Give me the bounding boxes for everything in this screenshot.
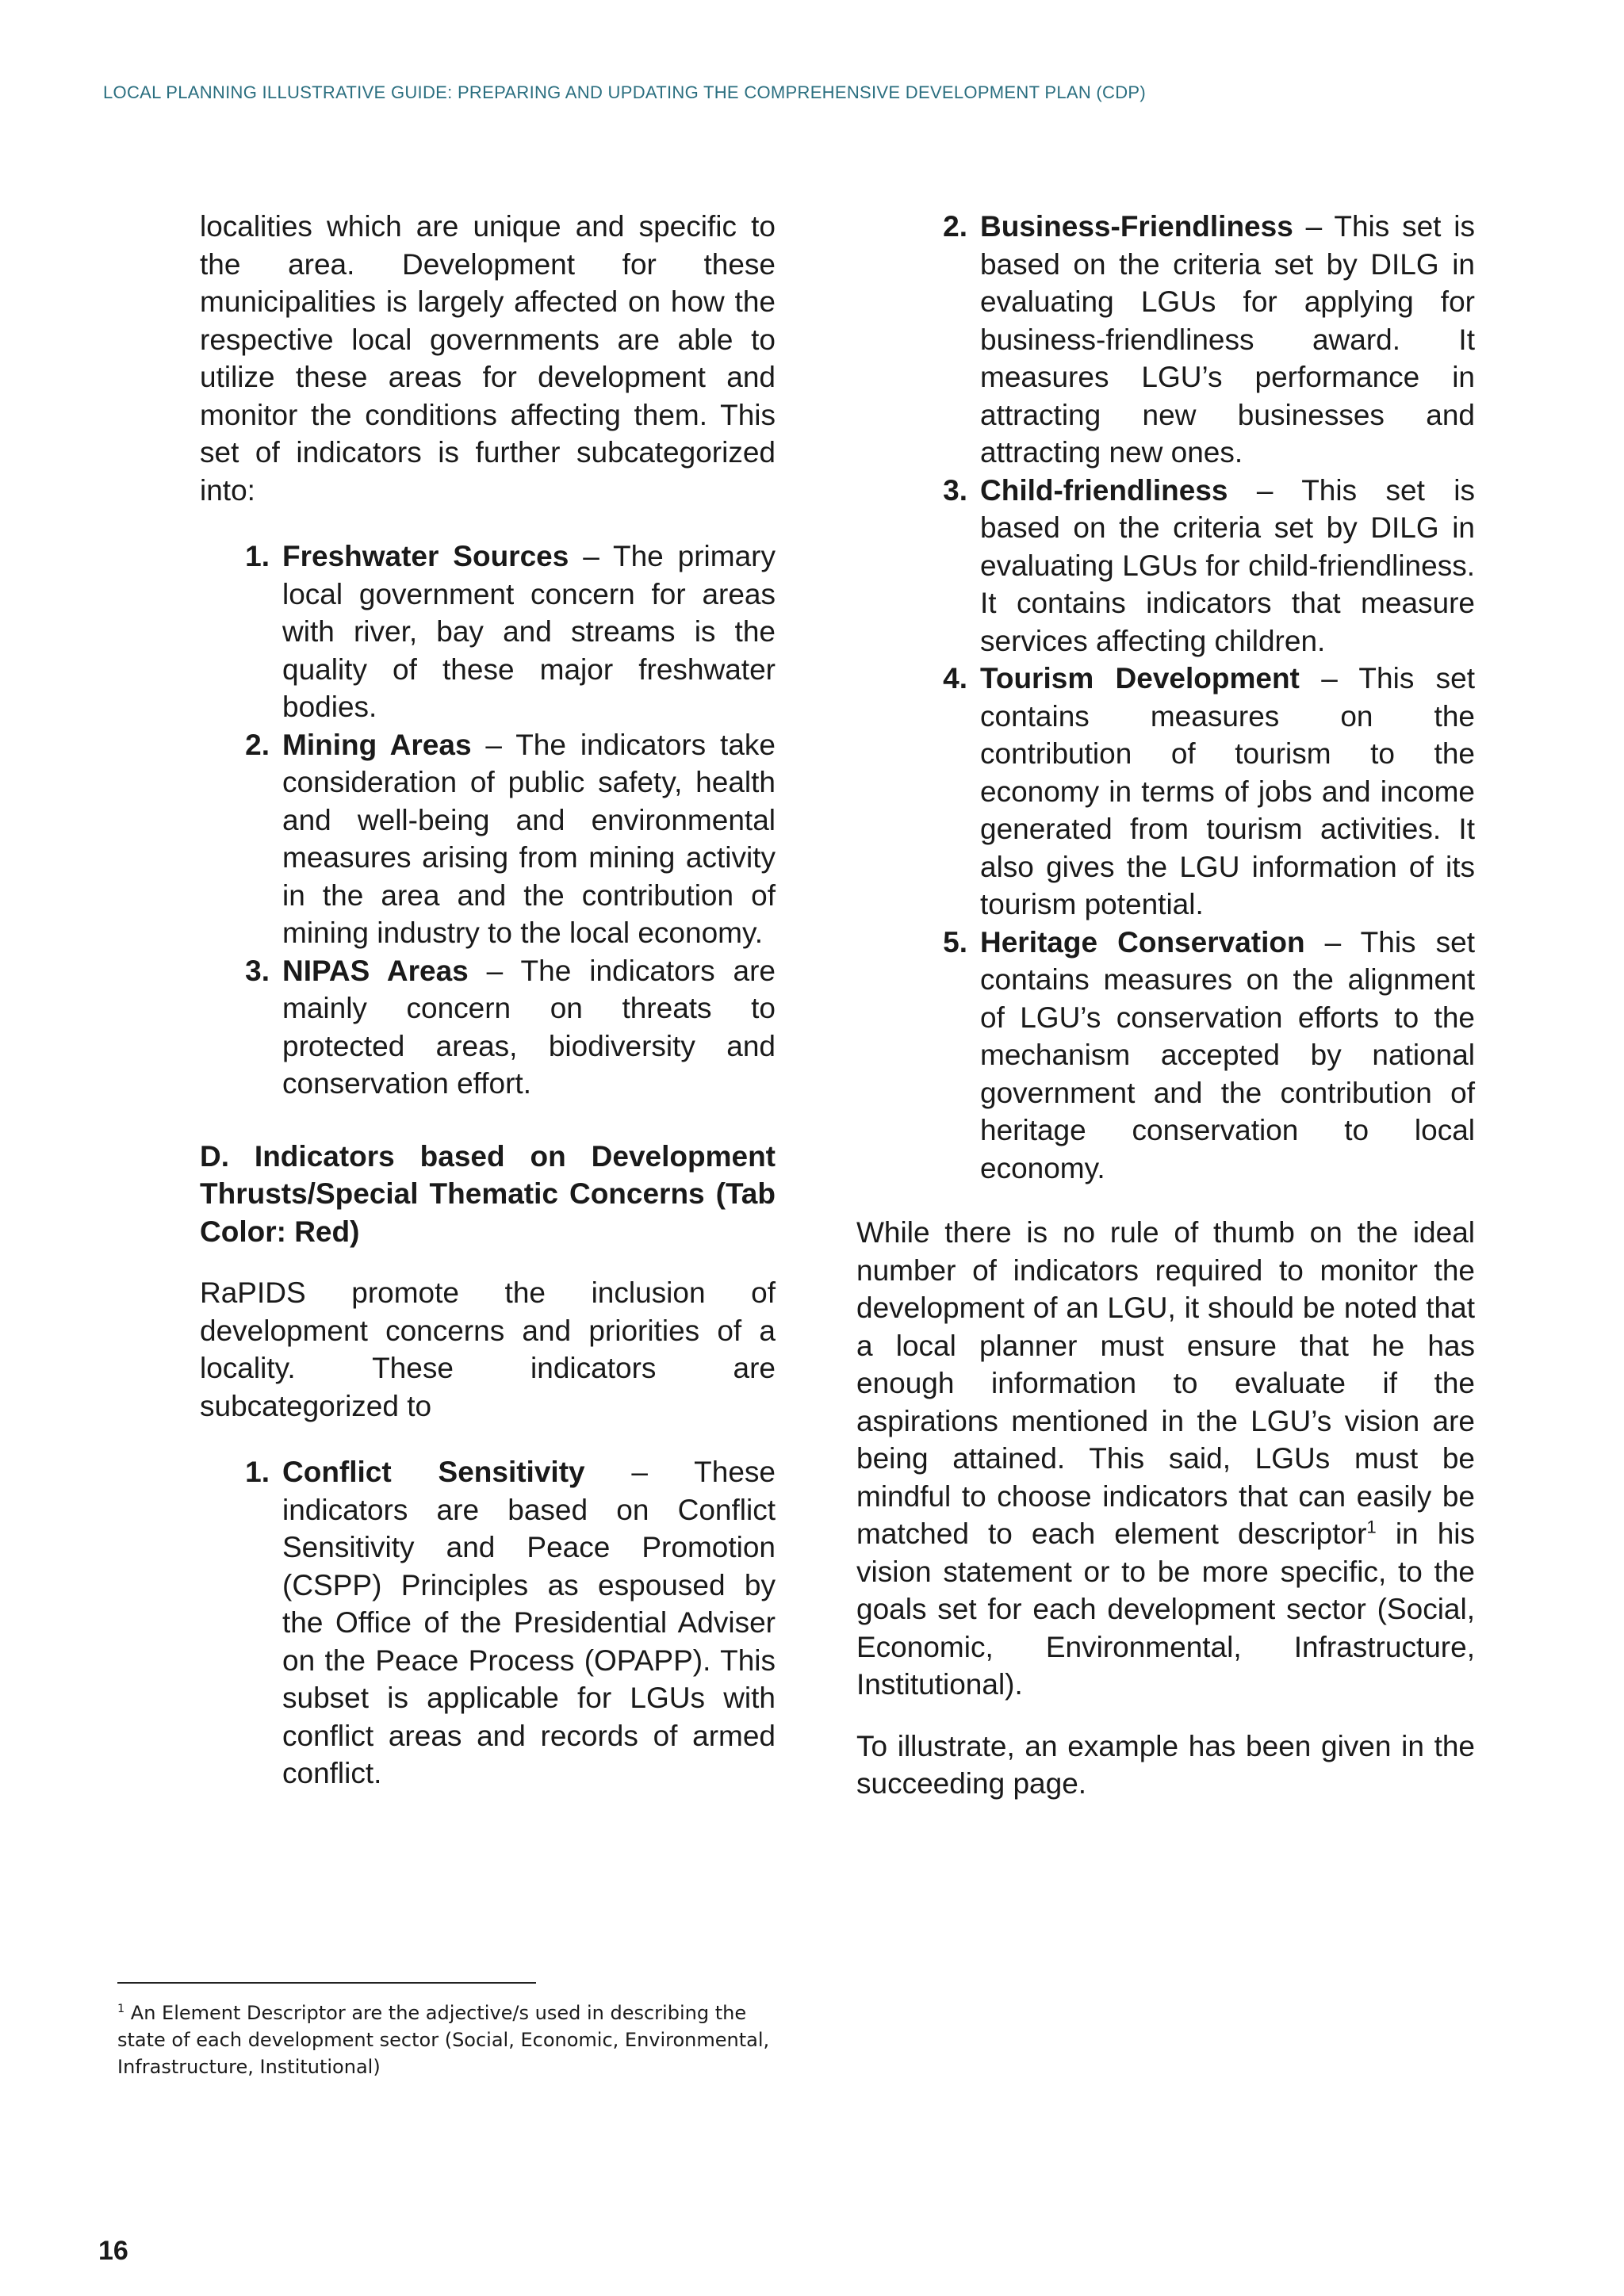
section-heading: D. Indicators based on Development Thrusts/Special Thematic Concerns (Tab Color: Red) (200, 1139, 776, 1248)
list-item-text (980, 660, 1475, 924)
right-column (856, 208, 1475, 1803)
list-item-number: 5. (943, 925, 967, 959)
list-item-term: Business-Friendliness (980, 210, 1293, 243)
list-item-term: Child-friendliness (980, 473, 1228, 507)
list-item (928, 924, 1475, 1188)
list-item-number: 3. (943, 473, 967, 507)
intro-paragraph: localities which are unique and specific to the area. Development for these municipalities is largely affected on how the respective local governments are able to utilize these areas for development and monitor the conditions affecting them. This set of indicators is further subcategorized into: (200, 210, 776, 507)
list-item-number: 4. (943, 662, 967, 695)
footnote-reference: 1 (1366, 1517, 1377, 1537)
list-item (928, 660, 1475, 924)
list-item-number: 2. (245, 728, 270, 761)
list-item-number: 3. (245, 954, 270, 987)
list-item-text (980, 472, 1475, 660)
list-item-number: 2. (943, 210, 967, 243)
list-item-text (980, 208, 1475, 472)
list-item-description: – The indicators are mainly concern on threats to protected areas, biodiversity and conservation effort. (282, 954, 776, 1100)
monitoring-paragraph (856, 1214, 1475, 1704)
list-item (230, 726, 776, 952)
list-item (230, 952, 776, 1103)
thematic-indicator-list-continued (856, 208, 1475, 1187)
list-item-text (282, 726, 776, 952)
list-item-description: – The indicators take consideration of public safety, health and well-being and environmental measures arising from mining activity in the area and the contribution of mining industry to the local economy. (282, 728, 776, 949)
list-item (928, 208, 1475, 472)
list-item-term: Freshwater Sources (282, 540, 569, 572)
list-item-term: Conflict Sensitivity (282, 1456, 585, 1488)
list-item-description: – These indicators are based on Conflict Sensitivity and Peace Promotion (CSPP) Principles as espoused by the Office of the Presidential Adviser on the Peace Process (OPAPP). This subset is applicable for LGUs with conflict areas and records of armed conflict. (282, 1456, 776, 1789)
list-item (230, 538, 776, 726)
page-number: 16 (98, 2236, 128, 2266)
section-paragraph: RaPIDS promote the inclusion of development concerns and priorities of a locality. These indicators are subcategorized to (200, 1276, 776, 1422)
list-item (928, 472, 1475, 660)
list-item (230, 1453, 776, 1793)
list-item-description: – This set is based on the criteria set by DILG in evaluating LGUs for applying for business-friendliness award. It measures LGU’s performance in attracting new businesses and attracting new ones. (980, 210, 1475, 469)
list-item-description: – The primary local government concern for areas with river, bay and streams is the quality of these major freshwater bodies. (282, 540, 776, 723)
footnote-separator (117, 1982, 536, 1984)
list-item-text (282, 1453, 776, 1793)
paragraph-text: in his vision statement or to be more specific, to the goals set for each development sector (Social, Economic, Environmental, Infrastructure, Institutional). (856, 1517, 1475, 1701)
list-item-number: 1. (245, 1456, 270, 1488)
running-header: LOCAL PLANNING ILLUSTRATIVE GUIDE: PREPARING AND UPDATING THE COMPREHENSIVE DEVELOPMENT PLAN (CDP) (103, 82, 1147, 102)
list-item-description: – This set contains measures on the alignment of LGU’s conservation efforts to the mechanism accepted by national government and the contribution of heritage conservation to local economy. (980, 925, 1475, 1184)
paragraph-text: While there is no rule of thumb on the ideal number of indicators required to monitor the development of an LGU, it should be noted that a local planner must ensure that he has enough information to evaluate if the aspirations mentioned in the LGU’s vision are being attained. This said, LGUs must be mindful to choose indicators that can easily be matched to each element descriptor (856, 1216, 1475, 1550)
list-item-text (980, 924, 1475, 1188)
list-item-term: Tourism Development (980, 662, 1300, 695)
geographic-indicator-list (200, 538, 776, 1103)
footnote-text: An Element Descriptor are the adjective/s used in describing the state of each development sector (Social, Economic, Environmental, Infrastructure, Institutional) (117, 2002, 770, 2078)
thematic-indicator-list (200, 1453, 776, 1793)
footnote (117, 1999, 783, 2080)
illustration-paragraph: To illustrate, an example has been given in the succeeding page. (856, 1729, 1475, 1800)
list-item-term: Mining Areas (282, 728, 472, 761)
list-item-text (282, 538, 776, 726)
list-item-term: NIPAS Areas (282, 954, 469, 987)
footnote-marker: 1 (117, 2003, 125, 2015)
list-item-description: – This set contains measures on the contribution of tourism to the economy in terms of jobs and income generated from tourism activities. It also gives the LGU information of its tourism potential. (980, 662, 1475, 920)
left-column (200, 208, 776, 1793)
list-item-description: – This set is based on the criteria set by DILG in evaluating LGUs for child-friendliness. It contains indicators that measure services affecting children. (980, 473, 1475, 657)
list-item-term: Heritage Conservation (980, 925, 1305, 959)
list-item-text (282, 952, 776, 1103)
list-item-number: 1. (245, 540, 270, 572)
